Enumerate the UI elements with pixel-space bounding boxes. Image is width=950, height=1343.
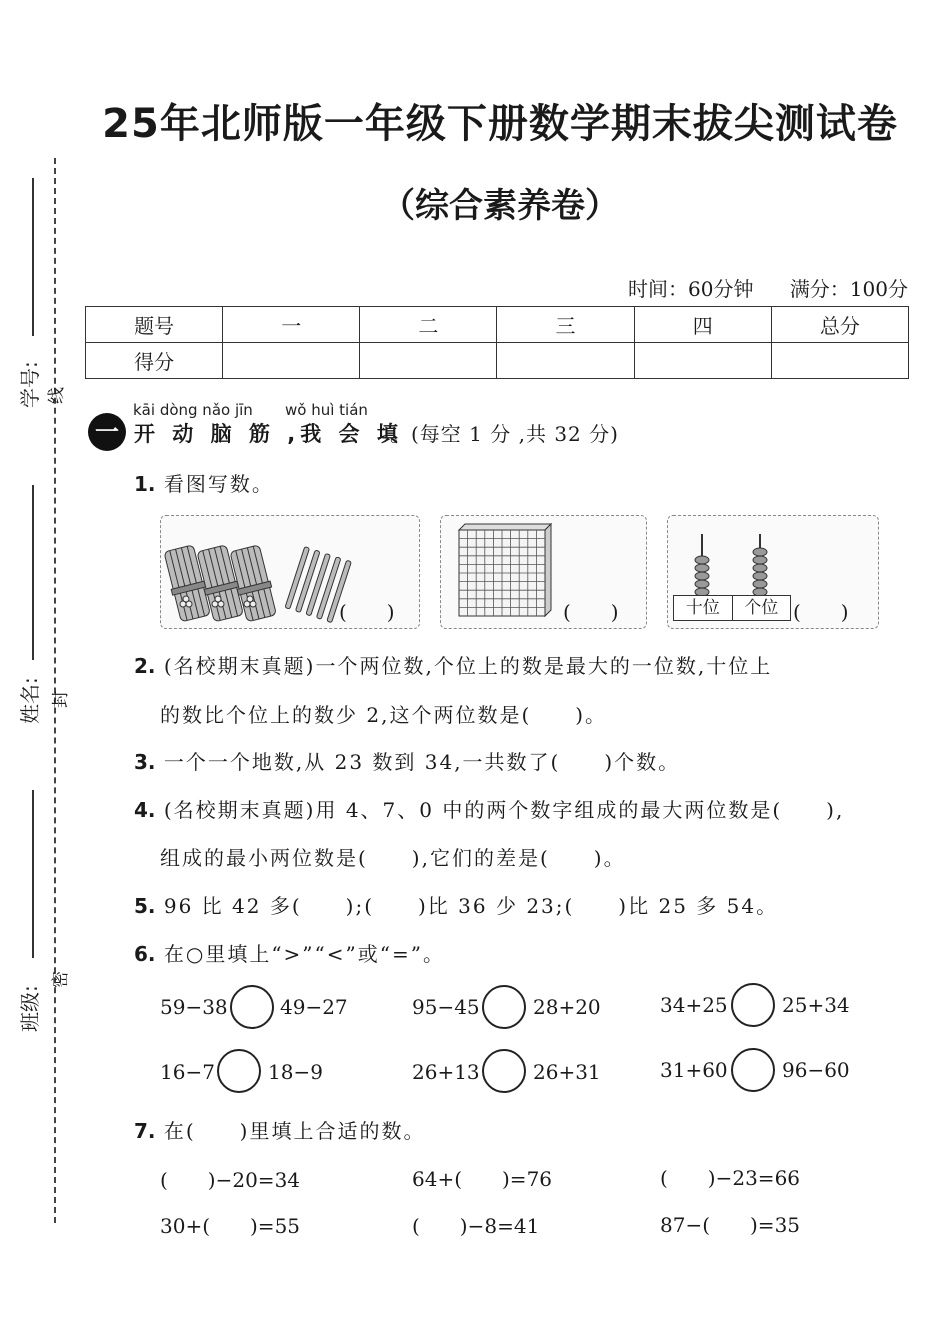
compare-right: 96−60 (782, 1058, 850, 1082)
fill-in-equation[interactable]: 64+( )=76 (412, 1167, 553, 1191)
abacus-base (673, 595, 791, 621)
score-input-cell[interactable] (771, 343, 908, 379)
abacus-picture (667, 515, 879, 629)
score-cell: 三 (497, 307, 634, 343)
question-3 (134, 746, 680, 775)
name-underline[interactable] (32, 485, 34, 660)
hundred-grid-picture (440, 515, 647, 629)
class-underline[interactable] (32, 790, 34, 958)
section-score-note: 。(每空 1 分 ,共 32 分) (390, 422, 619, 446)
score-cell: 得分 (86, 343, 223, 379)
compare-left: 95−45 (412, 995, 480, 1019)
compare-circle[interactable] (482, 1049, 526, 1093)
fill-in-equation[interactable]: ( )−20=34 (160, 1168, 301, 1192)
score-input-cell[interactable] (634, 343, 771, 379)
answer-blank[interactable]: ( ) (793, 600, 849, 624)
score-cell: 一 (223, 307, 360, 343)
question-2 (134, 650, 772, 679)
question-number: 5. (134, 894, 156, 918)
question-number: 2. (134, 654, 156, 678)
class-label: 班级: (18, 985, 42, 1032)
hundred-grid-illustration (449, 516, 569, 628)
section-heading: 开 动 脑 筋 ,我 会 填 (134, 422, 403, 446)
time-limit: 时间：60分钟 (628, 277, 754, 301)
compare-right: 49−27 (280, 995, 348, 1019)
question-5 (134, 890, 778, 919)
compare-right: 28+20 (533, 995, 601, 1019)
tens-place-label: 十位 (674, 596, 733, 620)
secret-word: 密 (51, 971, 71, 988)
pinyin-annotation: kāi dòng nǎo jīn (133, 401, 253, 419)
fill-in-equation[interactable]: ( )−23=66 (660, 1166, 801, 1190)
fill-in-equation[interactable]: 30+( )=55 (160, 1214, 301, 1238)
score-table-header-row (86, 307, 909, 343)
pinyin-annotation: wǒ huì tián (285, 401, 368, 419)
compare-left: 26+13 (412, 1060, 480, 1084)
id-label: 学号: (18, 361, 42, 408)
compare-left: 34+25 (660, 993, 728, 1017)
question-1 (134, 468, 274, 497)
score-cell: 二 (360, 307, 497, 343)
question-text: 一个一个地数,从 23 数到 34,一共数了( )个数。 (163, 750, 681, 774)
compare-right: 26+31 (533, 1060, 601, 1084)
question-number: 7. (134, 1119, 156, 1143)
fill-in-equation[interactable]: 87−( )=35 (660, 1213, 801, 1237)
compare-circle[interactable] (731, 983, 775, 1027)
compare-right: 18−9 (268, 1060, 323, 1084)
score-input-cell[interactable] (223, 343, 360, 379)
compare-circle[interactable] (731, 1048, 775, 1092)
section-number-badge: 一 (88, 413, 126, 451)
name-label: 姓名: (18, 677, 42, 724)
score-table-score-row (86, 343, 909, 379)
id-underline[interactable] (32, 178, 34, 336)
ones-place-label: 个位 (744, 598, 779, 618)
score-input-cell[interactable] (360, 343, 497, 379)
question-text: 看图写数。 (163, 472, 274, 496)
score-cell: 总分 (771, 307, 908, 343)
question-4 (134, 794, 844, 823)
question-number: 3. (134, 750, 156, 774)
question-text: 在○里填上“>”“<”或“=”。 (163, 942, 445, 966)
question-number: 1. (134, 472, 156, 496)
seal-word: 封 (51, 691, 71, 708)
line-word: 线 (47, 387, 67, 404)
question-text: (名校期末真题)用 4、7、0 中的两个数字组成的最大两位数是( ), (163, 798, 845, 822)
question-text: 在( )里填上合适的数。 (163, 1119, 426, 1143)
question-7 (134, 1115, 425, 1144)
compare-left: 31+60 (660, 1058, 728, 1082)
page-subtitle: （综合素养卷） (381, 186, 619, 226)
full-score: 满分：100分 (789, 277, 908, 301)
answer-blank[interactable]: ( ) (563, 600, 619, 624)
score-cell: 四 (634, 307, 771, 343)
abacus-illustration (672, 520, 797, 600)
score-input-cell[interactable] (497, 343, 634, 379)
score-table (85, 306, 909, 379)
compare-left: 59−38 (160, 995, 228, 1019)
page-title: 25年北师版一年级下册数学期末拔尖测试卷 (102, 101, 898, 147)
question-text: 96 比 42 多( );( )比 36 少 23;( )比 25 多 54。 (163, 894, 779, 918)
sticks-picture (160, 515, 420, 629)
question-6 (134, 938, 445, 967)
answer-blank[interactable]: ( ) (339, 600, 395, 624)
fill-in-equation[interactable]: ( )−8=41 (412, 1214, 540, 1238)
compare-circle[interactable] (482, 985, 526, 1029)
question-number: 4. (134, 798, 156, 822)
question-text: (名校期末真题)一个两位数,个位上的数是最大的一位数,十位上 (163, 654, 773, 678)
question-number: 6. (134, 942, 156, 966)
compare-circle[interactable] (217, 1049, 261, 1093)
question-4-line2: 组成的最小两位数是( ),它们的差是( )。 (160, 846, 626, 870)
score-cell: 题号 (86, 307, 223, 343)
exam-meta (598, 273, 908, 302)
compare-circle[interactable] (230, 985, 274, 1029)
compare-left: 16−7 (160, 1060, 215, 1084)
question-2-line2: 的数比个位上的数少 2,这个两位数是( )。 (160, 703, 608, 727)
compare-right: 25+34 (782, 993, 850, 1017)
